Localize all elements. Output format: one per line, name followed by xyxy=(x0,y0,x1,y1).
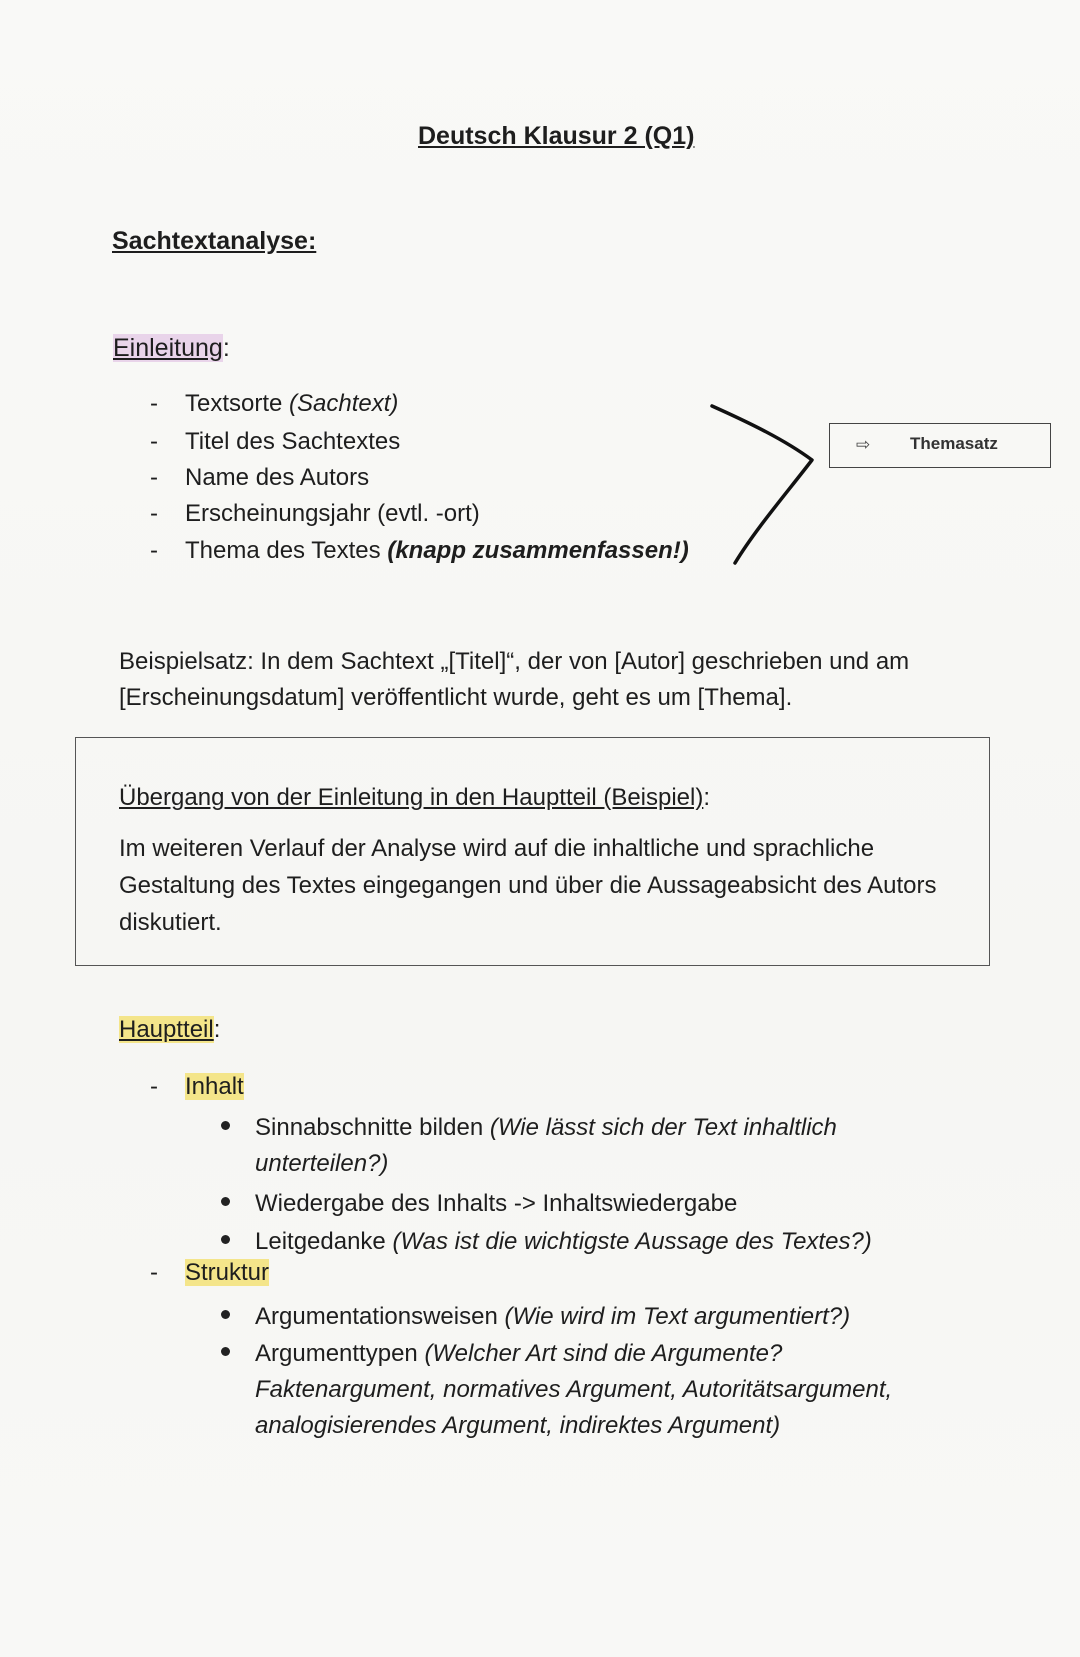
beispielsatz-text: Beispielsatz: In dem Sachtext „[Titel]“, der von [Autor] geschrieben und am [Erscheinungsdatum] veröffentlicht wurde, geht es um [Thema]. xyxy=(119,648,910,711)
list-item-text: Argumenttypen xyxy=(255,1340,425,1367)
list-item-emph: (Was ist die wichtigste Aussage des Textes?) xyxy=(392,1228,872,1255)
dash: - xyxy=(150,500,158,527)
dash: - xyxy=(150,537,158,564)
list-item-text: Argumentationsweisen xyxy=(255,1303,505,1330)
uebergang-heading-label: Übergang von der Einleitung in den Hauptteil (Beispiel) xyxy=(119,784,704,811)
list-item-emph: (knapp zusammenfassen!) xyxy=(387,537,689,564)
bullet-icon xyxy=(221,1121,230,1130)
struktur-label: Struktur xyxy=(185,1259,270,1286)
list-item xyxy=(221,1336,921,1446)
list-item-text: Sinnabschnitte bilden xyxy=(255,1114,490,1141)
list-item xyxy=(150,537,689,565)
list-item-emph: (Wie wird im Text argumentiert?) xyxy=(504,1303,851,1330)
list-item-text: Name des Autors xyxy=(185,464,370,491)
list-item-text: Thema des Textes xyxy=(185,537,388,564)
list-item xyxy=(150,500,480,528)
dash: - xyxy=(150,390,158,417)
uebergang-text: Im weiteren Verlauf der Analyse wird auf die inhaltliche und sprachliche Gestaltung des Textes eingegangen und über die Aussageabsicht des Autors diskutiert. xyxy=(119,835,937,936)
list-item-text: Titel des Sachtextes xyxy=(185,428,401,455)
right-arrow-icon: ⇨ xyxy=(856,435,871,454)
dash: - xyxy=(150,1259,158,1286)
page-title: Deutsch Klausur 2 (Q1) xyxy=(418,122,695,150)
uebergang-heading xyxy=(119,784,710,812)
einleitung-heading xyxy=(113,334,230,363)
bullet-icon xyxy=(221,1197,230,1206)
bracket-icon xyxy=(700,395,830,570)
themasatz-box xyxy=(829,423,1051,468)
bullet-icon xyxy=(221,1310,230,1319)
list-item-text: Leitgedanke xyxy=(255,1228,393,1255)
uebergang-box xyxy=(75,737,990,966)
bullet-icon xyxy=(221,1347,230,1356)
list-item-text: Wiedergabe des Inhalts -> Inhaltswiedergabe xyxy=(255,1190,738,1217)
list-item-text: Textsorte xyxy=(185,390,290,417)
list-item-emph: (Welcher Art sind die Argumente? Faktenargument, normatives Argument, Autoritätsargument, analogisierendes Argument, indirektes Argument) xyxy=(255,1340,893,1439)
einleitung-colon: : xyxy=(222,334,230,362)
einleitung-heading-label: Einleitung xyxy=(113,334,223,362)
inhalt-subheading xyxy=(150,1073,244,1101)
list-item xyxy=(150,464,369,492)
list-item xyxy=(221,1186,861,1222)
hauptteil-colon: : xyxy=(213,1016,221,1043)
hauptteil-heading-label: Hauptteil xyxy=(119,1016,214,1043)
list-item-text: Erscheinungsjahr (evtl. -ort) xyxy=(185,500,480,527)
list-item-emph: (Sachtext) xyxy=(289,390,399,417)
uebergang-colon: : xyxy=(703,784,711,811)
struktur-subheading xyxy=(150,1259,269,1287)
themasatz-label: Themasatz xyxy=(910,434,998,453)
inhalt-label: Inhalt xyxy=(185,1073,244,1100)
list-item-emph: (Wie lässt sich der Text inhaltlich unterteilen?) xyxy=(255,1114,837,1177)
dash: - xyxy=(150,428,158,455)
hauptteil-heading xyxy=(119,1016,220,1044)
list-item xyxy=(221,1110,861,1182)
list-item xyxy=(150,390,398,418)
dash: - xyxy=(150,1073,158,1100)
bullet-icon xyxy=(221,1235,230,1244)
list-item xyxy=(221,1299,901,1335)
dash: - xyxy=(150,464,158,491)
list-item xyxy=(221,1224,872,1260)
list-item xyxy=(150,428,400,456)
section-heading: Sachtextanalyse: xyxy=(112,227,317,255)
